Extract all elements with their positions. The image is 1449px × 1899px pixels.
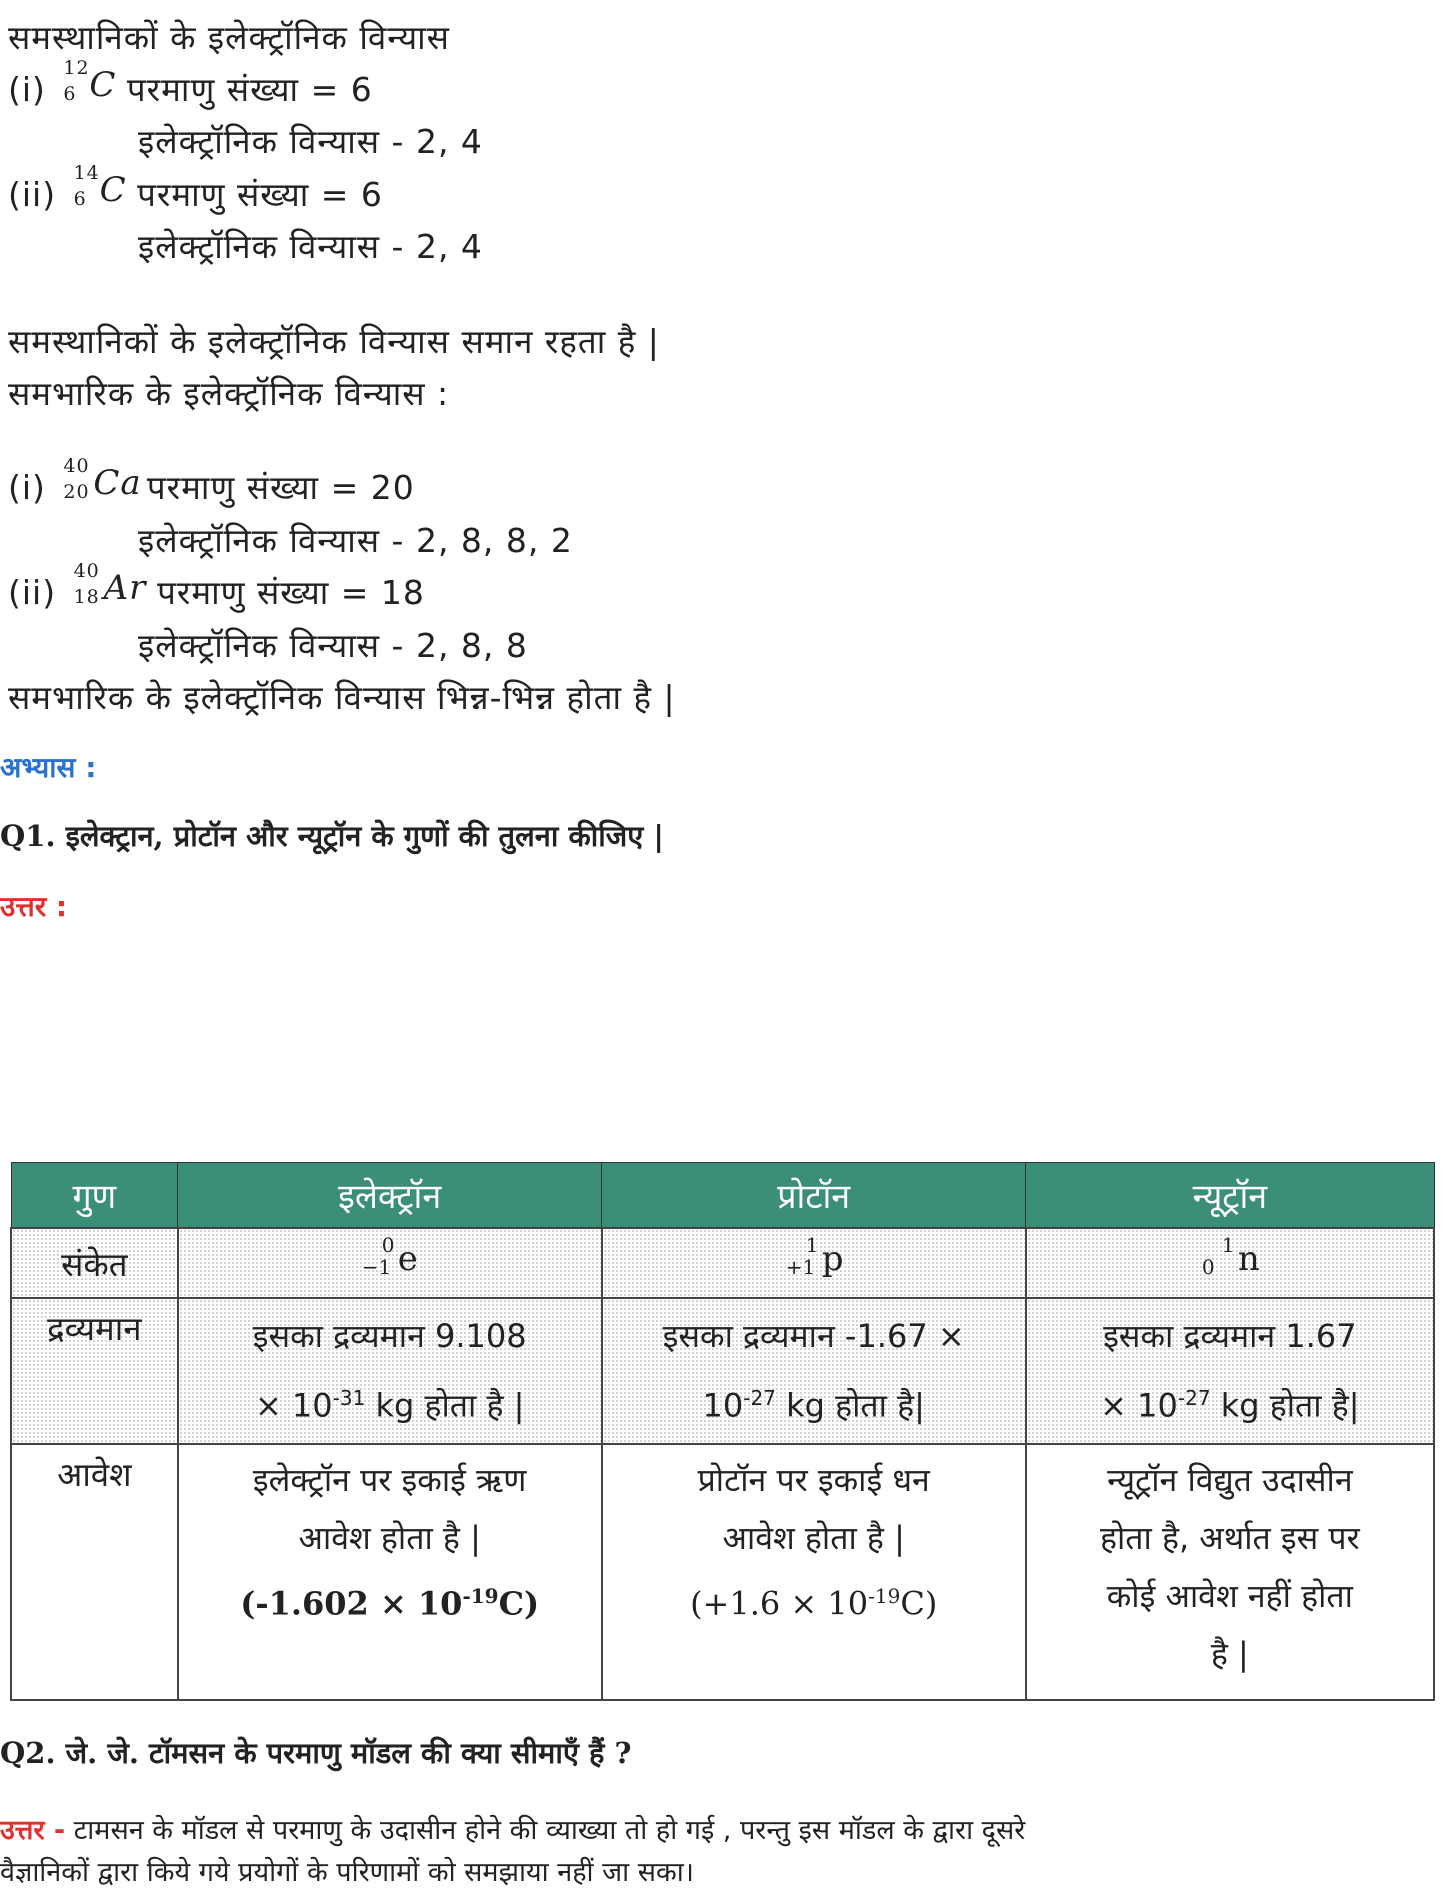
comparison-table [10,1162,1435,1701]
atomic-number-text: परमाणु संख्या = 20 [146,468,415,507]
header-proton: प्रोटॉन [602,1163,1026,1229]
nuclide-notation [360,1235,420,1283]
atomic-number: 6 [73,188,87,210]
atomic-number-text: परमाणु संख्या = 6 [126,70,373,109]
mass-base: × 10 [254,1386,333,1425]
charge-text: होता है, अर्थात इस पर [1099,1518,1360,1557]
mass-text: इसका द्रव्यमान 1.67 [1103,1317,1357,1355]
proton-mass [602,1298,1026,1444]
element-symbol: Ca [93,463,142,503]
mass-exponent: -31 [332,1386,366,1410]
atomic-number: 20 [63,481,90,503]
isotopes-heading: समस्थानिकों के इलेक्ट्रॉनिक विन्यास [8,18,450,57]
electronic-config: इलेक्ट्रॉनिक विन्यास - 2, 8, 8 [138,626,528,665]
atomic-number-text: परमाणु संख्या = 6 [137,175,383,214]
nuclide-charge: 0 [1201,1255,1215,1279]
atomic-number: 6 [63,83,77,105]
table-row-mass [11,1298,1434,1444]
charge-text: न्यूट्रॉन विद्युत उदासीन [1107,1460,1353,1499]
answer-text: टामसन के मॉडल से परमाणु के उदासीन होने की व्याख्या तो हो गई , परन्तु इस मॉडल के द्वारा दूसरे [65,1815,1026,1846]
electron-mass [178,1298,602,1444]
mass-exponent: -27 [743,1386,776,1410]
charge-base: (-1.602 × 10 [240,1584,463,1623]
nuclide-charge: +1 [785,1255,816,1279]
charge-exponent: -19 [868,1583,901,1608]
answer-2-line-2: वैज्ञानिकों द्वारा किये गये प्रयोगों के परिणामों को समझाया नहीं जा सका। [0,1857,694,1888]
nuclide-notation [1200,1235,1260,1283]
electron-symbol [178,1228,602,1298]
mass-text: इसका द्रव्यमान 9.108 [252,1317,527,1355]
mass-exponent: -27 [1177,1386,1211,1410]
mass-number: 40 [73,560,100,582]
item-prefix: (i) [8,70,46,109]
neutron-charge [1026,1444,1434,1700]
isotope-notation [63,57,117,107]
row-label-charge: आवेश [11,1444,178,1700]
mass-base: × 10 [1100,1386,1178,1425]
charge-base: (+1.6 × 10 [690,1584,869,1623]
atomic-number: 18 [73,586,100,608]
element-symbol: C [99,170,127,210]
charge-text: आवेश होता है | [722,1518,905,1557]
isobars-conclusion: समभारिक के इलेक्ट्रॉनिक विन्यास भिन्न-भिन्न होता है | [8,678,676,717]
electronic-config: इलेक्ट्रॉनिक विन्यास - 2, 4 [138,227,483,266]
nuclide-charge: −1 [361,1255,392,1279]
isobars-heading: समभारिक के इलेक्ट्रॉनिक विन्यास : [8,374,450,413]
answer-2-line-1 [0,1810,1025,1847]
mass-value [613,1367,1015,1437]
charge-text: इलेक्ट्रॉन पर इकाई ऋण [252,1460,527,1499]
mass-value [189,1367,591,1437]
charge-value [613,1567,1015,1633]
header-electron: इलेक्ट्रॉन [178,1163,602,1229]
element-symbol: Ar [103,568,147,608]
charge-unit: C) [498,1584,540,1623]
mass-unit: kg होता है| [1210,1386,1360,1425]
answer-label: उत्तर : [0,890,68,923]
charge-text: कोई आवेश नहीं होता [1106,1576,1353,1615]
charge-text: आवेश होता है | [298,1518,481,1557]
neutron-symbol [1026,1228,1434,1298]
charge-unit: C) [900,1584,938,1623]
nuclide-symbol: p [821,1239,844,1279]
item-prefix: (ii) [8,573,57,612]
nuclide-mass: 1 [805,1233,819,1257]
isobar-item-2 [8,560,425,614]
electron-charge [178,1444,602,1700]
isotope-item-2 [8,162,383,216]
isobar-notation [63,455,142,505]
table-header-row [11,1163,1434,1229]
mass-number: 14 [73,162,100,184]
element-symbol: C [89,65,117,105]
proton-charge [602,1444,1026,1700]
header-property: गुण [11,1163,178,1229]
row-label-mass: द्रव्यमान [11,1298,178,1444]
mass-text: इसका द्रव्यमान -1.67 × [662,1317,965,1355]
answer-label: उत्तर - [0,1815,66,1846]
isotopes-conclusion: समस्थानिकों के इलेक्ट्रॉनिक विन्यास समान रहता है | [8,322,660,361]
nuclide-notation [784,1235,844,1283]
mass-number: 12 [63,57,90,79]
question-2: Q2. जे. जे. टॉमसन के परमाणु मॉडल की क्या सीमाएँ हैं ? [0,1736,632,1770]
exercise-label: अभ्यास : [0,751,97,784]
isobar-item-1 [8,455,415,509]
mass-unit: kg होता है | [365,1386,525,1425]
proton-symbol [602,1228,1026,1298]
charge-text: है | [1210,1634,1249,1673]
electronic-config: इलेक्ट्रॉनिक विन्यास - 2, 8, 8, 2 [138,521,573,560]
isotope-item-1 [8,57,373,111]
mass-base: 10 [702,1386,744,1425]
table-row-symbol [11,1228,1434,1298]
table-row-charge [11,1444,1434,1700]
charge-text: प्रोटॉन पर इकाई धन [697,1460,930,1499]
nuclide-mass: 1 [1221,1233,1235,1257]
charge-value [189,1567,591,1633]
mass-value [1037,1367,1423,1437]
neutron-mass [1026,1298,1434,1444]
item-prefix: (ii) [8,175,57,214]
mass-number: 40 [63,455,90,477]
charge-exponent: -19 [462,1583,499,1608]
isotope-notation [73,162,127,212]
nuclide-mass: 0 [381,1233,395,1257]
isobar-notation [73,560,147,610]
nuclide-symbol: e [397,1239,418,1279]
header-neutron: न्यूट्रॉन [1026,1163,1434,1229]
electronic-config: इलेक्ट्रॉनिक विन्यास - 2, 4 [138,122,483,161]
atomic-number-text: परमाणु संख्या = 18 [157,573,425,612]
nuclide-symbol: n [1237,1239,1260,1279]
item-prefix: (i) [8,468,46,507]
mass-unit: kg होता है| [775,1386,925,1425]
question-1: Q1. इलेक्ट्रान, प्रोटॉन और न्यूट्रॉन के गुणों की तुलना कीजिए | [0,819,664,853]
row-label-symbol: संकेत [11,1228,178,1298]
